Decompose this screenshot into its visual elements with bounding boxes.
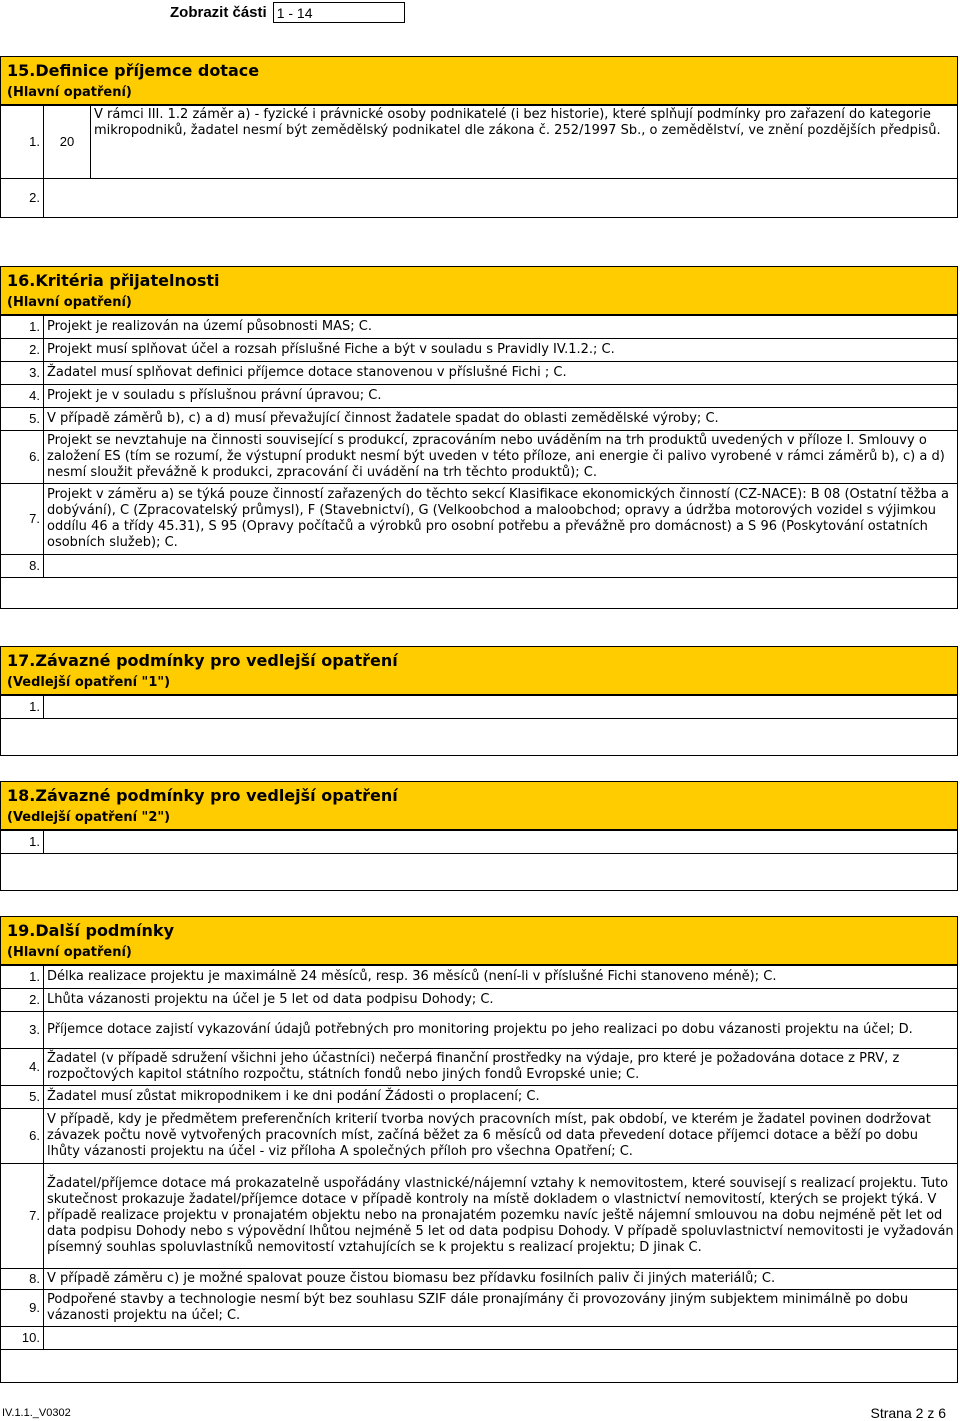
row-text: Žadatel/příjemce dotace má prokazatelně uspořádány vlastnické/nájemní vztahy k nemovitostem, které souvisejí s realizací projektu. Tuto skutečnost prokazuje žadatel/příjemce dotace v případě kontroly na místě dokladem o vlastnictví nemovitostí, kterých se projekt týká. V případě realizace projektu v pronajatém objektu nebo na pronajatém pozemku navíc ještě nájemní smlouvou na dobu nejméně pět let od data podpisu Dohody nebo s výpovědní lhůtou nejméně 5 let od data podpisu Dohody. V případě spoluvlastnictví nemovitosti je vyžadován písemný souhlas spoluvlastníků nemovitostí vztahujících se k projektu s realizací projektu; D jinak C.	[44, 1164, 958, 1269]
row-spacer	[1, 1350, 957, 1383]
row-text	[44, 1327, 958, 1350]
row-text	[44, 696, 958, 719]
table-row	[1, 1049, 957, 1086]
row-text	[44, 555, 958, 578]
row-number: 1.	[1, 831, 44, 854]
row-text: Žadatel (v případě sdružení všichni jeho účastníci) nečerpá finanční prostředky na výdaje, pro které je požadována dotace z PRV, z rozpočtových kapitol státního rozpočtu, státních fondů nebo jiných fondů Evropské unie; C.	[44, 1049, 958, 1086]
table-row	[1, 555, 957, 578]
row-text: V případě, kdy je předmětem preferenčních kriterií tvorba nových pracovních míst, pak období, ve kterém je žadatel povinen dodržovat závazek počtu nově vytvořených pracovních míst, začíná běžet za 6 měsíců od data převedení dotace příjemci dotace a běží po dobu lhůty vázanosti projektu na účel - viz příloha A společných příloh pro všechna Opatření; C.	[44, 1109, 958, 1164]
document-code: IV.1.1._V0302	[2, 1407, 71, 1419]
section-18-subtitle: (Vedlejší opatření "2")	[7, 810, 171, 825]
table-row	[1, 719, 957, 756]
parts-filter-label: Zobrazit části	[170, 4, 267, 21]
row-text	[44, 831, 958, 854]
table-row	[1, 966, 957, 989]
table-row	[1, 362, 957, 385]
row-number: 3.	[1, 1012, 44, 1049]
parts-range-field[interactable]: 1 - 14	[273, 2, 405, 23]
section-15	[0, 56, 958, 218]
row-text: Lhůta vázanosti projektu na účel je 5 let od data podpisu Dohody; C.	[44, 989, 958, 1012]
section-19-subtitle: (Hlavní opatření)	[7, 945, 132, 960]
row-number: 7.	[1, 484, 44, 555]
row-number: 4.	[1, 385, 44, 408]
row-number: 10.	[1, 1327, 44, 1350]
table-row	[1, 1350, 957, 1383]
section-16-subtitle: (Hlavní opatření)	[7, 295, 132, 310]
row-number: 1.	[1, 106, 44, 179]
row-text: Délka realizace projektu je maximálně 24 měsíců, resp. 36 měsíců (není-li v příslušné Fichi stanoveno méně); C.	[44, 966, 958, 989]
row-number: 2.	[1, 339, 44, 362]
row-number: 5.	[1, 1086, 44, 1109]
table-row	[1, 1012, 957, 1049]
table-row	[1, 1290, 957, 1327]
section-17-subtitle: (Vedlejší opatření "1")	[7, 675, 171, 690]
table-row	[1, 1269, 957, 1290]
section-18-title: 18.Závazné podmínky pro vedlejší opatření	[7, 786, 398, 805]
section-19	[0, 916, 958, 1383]
row-text: V případě záměrů b), c) a d) musí převažující činnost žadatele spadat do oblasti zemědělské výroby; C.	[44, 408, 958, 431]
row-number: 4.	[1, 1049, 44, 1086]
section-19-title: 19.Další podmínky	[7, 921, 174, 940]
row-number: 9.	[1, 1290, 44, 1327]
row-spacer	[1, 719, 957, 756]
table-row	[1, 831, 957, 854]
table-row	[1, 854, 957, 891]
section-17-header	[1, 647, 957, 695]
table-row	[1, 1109, 957, 1164]
row-spacer	[1, 854, 957, 891]
section-16	[0, 266, 958, 609]
section-16-title: 16.Kritéria přijatelnosti	[7, 271, 220, 290]
row-number: 7.	[1, 1164, 44, 1269]
row-number: 6.	[1, 431, 44, 484]
row-number: 1.	[1, 316, 44, 339]
table-row	[1, 408, 957, 431]
table-row	[1, 385, 957, 408]
table-row	[1, 484, 957, 555]
row-number: 6.	[1, 1109, 44, 1164]
table-row	[1, 1086, 957, 1109]
table-row	[1, 106, 957, 179]
section-19-header	[1, 917, 957, 965]
section-17-table	[1, 695, 957, 756]
page-number: Strana 2 z 6	[870, 1405, 946, 1421]
table-row	[1, 339, 957, 362]
row-number: 2.	[1, 179, 44, 218]
section-19-table	[1, 965, 957, 1383]
table-row	[1, 179, 957, 218]
row-number: 8.	[1, 1269, 44, 1290]
section-16-table	[1, 315, 957, 609]
section-18-header	[1, 782, 957, 830]
section-15-table	[1, 105, 957, 218]
row-text: Projekt musí splňovat účel a rozsah příslušné Fiche a být v souladu s Pravidly IV.1.2.; C.	[44, 339, 958, 362]
row-text: Projekt je v souladu s příslušnou právní úpravou; C.	[44, 385, 958, 408]
row-text: Žadatel musí splňovat definici příjemce dotace stanovenou v příslušné Fichi ; C.	[44, 362, 958, 385]
row-text: V rámci III. 1.2 záměr a) - fyzické i právnické osoby podnikatelé (i bez historie), které splňují podmínky pro zařazení do kategorie mikropodniků, žadatel nesmí být zemědělský podnikatel dle zákona č. 252/1997 Sb., o zemědělství, ve znění pozdějších předpisů.	[91, 106, 958, 179]
row-text: Projekt je realizován na území působnosti MAS; C.	[44, 316, 958, 339]
row-number: 8.	[1, 555, 44, 578]
table-row	[1, 431, 957, 484]
section-17-title: 17.Závazné podmínky pro vedlejší opatření	[7, 651, 398, 670]
table-row	[1, 1327, 957, 1350]
row-text: Příjemce dotace zajistí vykazování údajů potřebných pro monitoring projektu po jeho realizaci po dobu vázanosti projektu na účel; D.	[44, 1012, 958, 1049]
section-16-header	[1, 267, 957, 315]
row-number: 1.	[1, 696, 44, 719]
section-15-title: 15.Definice příjemce dotace	[7, 61, 260, 80]
section-17	[0, 646, 958, 756]
section-18-table	[1, 830, 957, 891]
table-row	[1, 989, 957, 1012]
table-row	[1, 1164, 957, 1269]
table-row	[1, 578, 957, 609]
row-text: Projekt v záměru a) se týká pouze činností zařazených do těchto sekcí Klasifikace ekonomických činností (CZ-NACE): B 08 (Ostatní těžba a dobývání), C (Zpracovatelský průmysl), F (Stavebnictví), G (Velkoobchod a maloobchod; opravy a údržba motorových vozidel s výjimkou oddílu 46 a třídy 45.31), S 95 (Opravy počítačů a výrobků pro osobní potřebu a převážně pro domácnost) a S 96 (Poskytování ostatních osobních služeb); C.	[44, 484, 958, 555]
row-number: 5.	[1, 408, 44, 431]
section-18	[0, 781, 958, 891]
row-number: 3.	[1, 362, 44, 385]
parts-filter	[170, 2, 405, 23]
row-spacer	[1, 578, 957, 609]
section-15-header	[1, 57, 957, 105]
row-text: Projekt se nevztahuje na činnosti související s produkcí, zpracováním nebo uváděním na trh produktů uvedených v příloze I. Smlouvy o založení ES (tím se rozumí, že výstupní produkt nesmí být uveden v této příloze, ani energie či palivo vyrobené v rámci záměrů b), c) a d) nesmí sloužit převážně k produkci, zpracování či uvádění na trh těchto produktů); C.	[44, 431, 958, 484]
row-text: Podpořené stavby a technologie nesmí být bez souhlasu SZIF dále pronajímány či provozovány jiným subjektem minimálně po dobu vázanosti projektu na účel; C.	[44, 1290, 958, 1327]
row-text	[44, 179, 958, 218]
table-row	[1, 316, 957, 339]
section-15-subtitle: (Hlavní opatření)	[7, 85, 132, 100]
row-number: 1.	[1, 966, 44, 989]
table-row	[1, 696, 957, 719]
row-text: Žadatel musí zůstat mikropodnikem i ke dni podání Žádosti o proplacení; C.	[44, 1086, 958, 1109]
row-code: 20	[44, 106, 91, 179]
row-text: V případě záměru c) je možné spalovat pouze čistou biomasu bez přídavku fosilních paliv či jiných materiálů; C.	[44, 1269, 958, 1290]
row-number: 2.	[1, 989, 44, 1012]
